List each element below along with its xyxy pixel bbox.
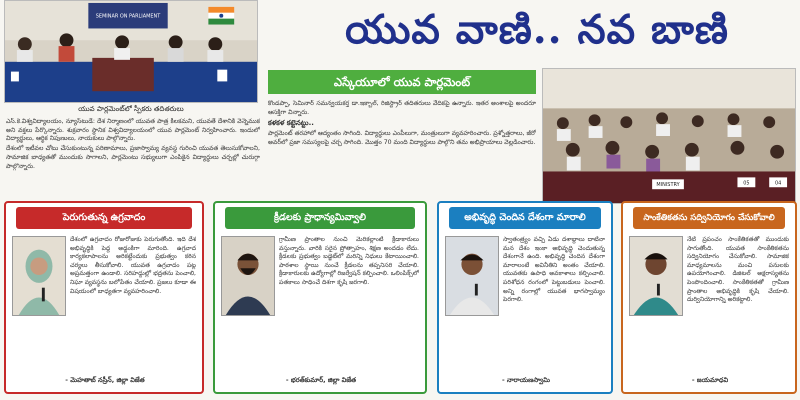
speaker-photo xyxy=(629,236,683,316)
opinion-panel-terrorism xyxy=(4,201,204,394)
speaker-photo xyxy=(221,236,275,316)
panel-title: క్రీడలకు ప్రాధాన్యమివ్వాలి xyxy=(225,207,415,229)
middle-opening-paragraph: కొండప్పా, సెమినార్ సమన్వయకర్త డా.ఇక్బాల్, రిజిస్ట్రార్ తదితరులు వేదికపై ఉన్నారు. ఇతర అంశాలపై అందరూ ఆసక్తిగా విన్నారు. xyxy=(268,100,536,116)
panel-signature: - జయమాధవి xyxy=(691,376,729,384)
panel-title: అభివృద్ధి చెందిన దేశంగా మారాలి xyxy=(449,207,601,229)
opinion-panel-technology xyxy=(621,201,797,394)
audience-photo xyxy=(542,68,796,204)
subheadline-banner: ఎస్కేయూలో యువ పార్లమెంట్ xyxy=(268,70,536,94)
desk-sign-04: 04 xyxy=(774,180,782,187)
lead-paragraph: దేశంలో ఇటీవల చోటు చేసుకుంటున్న పరిణామాలు, ప్రజాస్వామ్య వ్యవస్థ గురించి యువత తెలుసుకోవాలని, సామాజిక బాధ్యతతో ముందుకు సాగాలని, పార్లమెంటు సభ్యులుగా ఎంపికైన విద్యార్థులు చర్చల్లో చురుగ్గా పాల్గొన్నారు. xyxy=(6,145,260,170)
panel-text: గ్రామీణ ప్రాంతాల నుంచి మెరికల్లాంటి క్రీడాకారులు వస్తున్నారు. వారికి సరైన ప్రోత్సాహం, శిక్షణ అందడం లేదు. క్రీడలకు ప్రభుత్వం బడ్జెట్‌లో మరిన్ని నిధులు కేటాయించాలి. పాఠశాల స్థాయి నుంచే క్రీడలను తప్పనిసరి చేయాలి. క్రీడాకారులకు ఉద్యోగాల్లో రిజర్వేషన్ కల్పించాలి. ఒలింపిక్స్‌లో పతకాలు సాధించే దిశగా కృషి జరగాలి. xyxy=(279,236,419,286)
panel-signature: - భరత్‌కుమార్, జిల్లా విజేత xyxy=(285,376,357,384)
panel-signature: - నారాయణస్వామి xyxy=(501,376,551,384)
panel-text: దేశంలో ఉగ్రవాదం రోజురోజుకు పెరుగుతోంది. ఇది దేశ అభివృద్ధికి పెద్ద అడ్డంకిగా మారింది. ఉగ్రవాద కార్యకలాపాలను అరికట్టేందుకు ప్రభుత్వం కఠిన చర్యలు తీసుకోవాలి. యువత ఉగ్రవాదం పట్ల అప్రమత్తంగా ఉండాలి. సరిహద్దుల్లో భద్రతను పెంచాలి, నిఘా వ్యవస్థను బలోపేతం చేయాలి. ప్రజలు కూడా ఈ విషయంలో బాధ్యతగా వ్యవహరించాలి. xyxy=(70,236,196,295)
lead-paragraph: ఎస్.కె.విశ్వవిద్యాలయం, న్యూస్‌టుడే: దేశ నిర్మాణంలో యువత పాత్ర కీలకమని, యువతే దేశానికి వెన్నెముక అని వక్తలు పేర్కొన్నారు. శుక్రవారం స్థానిక విశ్వవిద్యాలయంలో యువ పార్లమెంట్ నిర్వహించారు. ఇందులో విద్యార్థులు, ఆర్థిక నిపుణులు, నాయకులు పాల్గొన్నారు. xyxy=(6,118,260,143)
opinion-panel-sports xyxy=(213,201,427,394)
desk-sign-ministry: MINISTRY xyxy=(656,182,680,189)
speaker-photo xyxy=(445,236,499,316)
middle-article-text xyxy=(268,100,536,198)
panel-text: నేటి ప్రపంచం సాంకేతికతతో ముందుకు సాగుతోంది. యువత సాంకేతికతను సద్వినియోగం చేసుకోవాలి. సామాజిక మాధ్యమాలను మంచి పనులకు ఉపయోగించాలి. డిజిటల్ అక్షరాస్యతను పెంపొందించాలి. సాంకేతికతతో గ్రామీణ ప్రాంతాల అభివృద్ధికి కృషి చేయాలి. దుర్వినియోగాన్ని అరికట్టాలి. xyxy=(687,236,789,304)
panel-title: సాంకేతికతను సద్వినియోగం చేసుకోవాలి xyxy=(633,207,785,229)
panel-signature: - మెహతాబ్ నస్రీన్, జిల్లా విజేత xyxy=(65,376,145,384)
seminar-banner-text: SEMINAR ON PARLIAMENT xyxy=(95,13,161,20)
middle-subheading: కళకళ కట్టెనట్టు.. xyxy=(268,119,314,128)
middle-paragraph: పార్లమెంట్ తరహాలో ఆద్యంతం సాగింది. విద్యార్థులు ఎంపీలుగా, మంత్రులుగా వ్యవహరించారు. ప్రశ్నోత్తరాలు, జీరో అవర్‌లో ప్రజా సమస్యలపై చర్చ సాగింది. మొత్తం 70 మంది విద్యార్థులు పాల్గొని తమ అభిప్రాయాలు వెల్లడించారు. xyxy=(268,130,536,146)
seminar-photo-caption: యువ పార్లమెంట్‌లో స్పీకరు తదితరులు xyxy=(78,105,184,113)
seminar-photo xyxy=(4,0,258,103)
lead-article-text xyxy=(6,118,260,196)
panel-title: పెరుగుతున్న ఉగ్రవాదం xyxy=(16,207,192,229)
speaker-photo xyxy=(12,236,66,316)
opinion-panel-development xyxy=(437,201,613,394)
panel-text: స్వాతంత్ర్యం వచ్చి ఏడు దశాబ్దాలు దాటినా మన దేశం ఇంకా అభివృద్ధి చెందుతున్న దేశంగానే ఉంది. అభివృద్ధి చెందిన దేశంగా మారాలంటే అవినీతిని అంతం చేయాలి. యువతకు ఉపాధి అవకాశాలు కల్పించాలి. పరిశోధన రంగంలో పెట్టుబడులు పెంచాలి. అన్ని రంగాల్లో యువత భాగస్వామ్యం పెరగాలి. xyxy=(503,236,605,304)
desk-sign-05: 05 xyxy=(743,180,750,187)
page-headline: యువ వాణి.. నవ బాణి xyxy=(345,6,729,53)
